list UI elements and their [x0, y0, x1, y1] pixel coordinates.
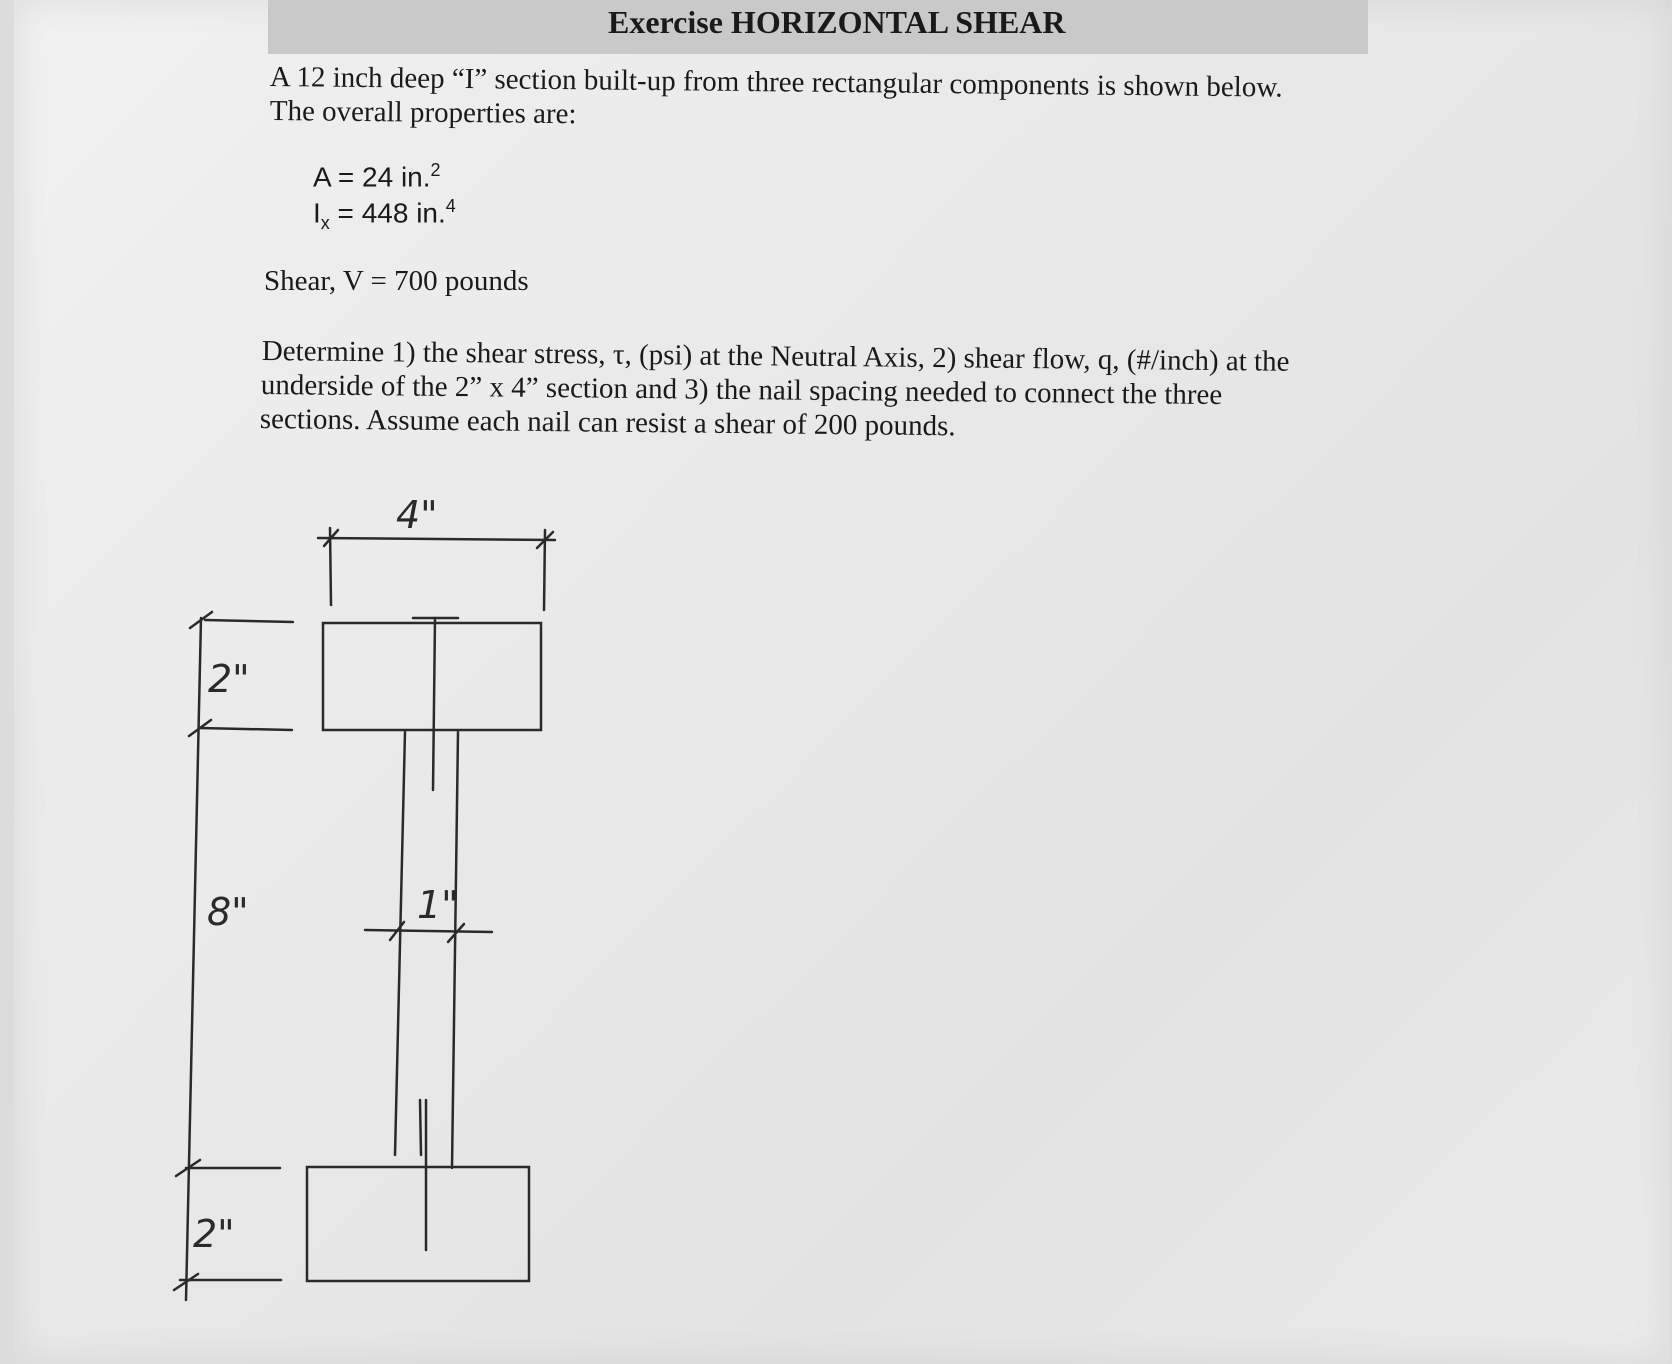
web-width-label: 1" [417, 883, 459, 927]
bottom-flange-depth-label: 2" [193, 1212, 235, 1256]
web-depth-label: 8" [207, 890, 249, 934]
web-right-edge [452, 732, 458, 1168]
intro-line-1: A 12 inch deep “I” section built-up from three rectangular components is shown below. [269, 60, 1283, 104]
depth-extension-flange [200, 728, 292, 730]
inertia-exponent: 4 [445, 196, 456, 216]
nail-bottom-head [420, 1100, 421, 1155]
intro-line-2: The overall properties are: [269, 94, 577, 131]
question-line-1: Determine 1) the shear stress, τ, (psi) at the Neutral Axis, 2) shear flow, q, (#/inch) at the [261, 334, 1290, 378]
width-label-top: 4" [396, 493, 438, 537]
nail-top [433, 618, 435, 790]
depth-dimension-line [186, 618, 201, 1300]
web-width-dimension-line [365, 930, 492, 932]
top-flange-depth-label: 2" [208, 657, 250, 701]
inertia-subscript: x [320, 212, 330, 233]
question-line-2: underside of the 2” x 4” section and 3) the nail spacing needed to connect the three [260, 368, 1223, 412]
web-left-edge [395, 732, 405, 1155]
depth-extension-top [205, 620, 293, 622]
top-flange [323, 623, 541, 730]
area-exponent: 2 [430, 160, 441, 180]
inertia-symbol: I [313, 197, 321, 229]
bottom-flange [307, 1167, 529, 1281]
top-width-dimension-line [318, 538, 555, 540]
question-line-3: sections. Assume each nail can resist a shear of 200 pounds. [259, 402, 956, 443]
area-label: A = 24 in. [313, 161, 431, 193]
shear-value: Shear, V = 700 pounds [264, 265, 529, 297]
page-title: Exercise HORIZONTAL SHEAR [608, 4, 1066, 40]
inertia-value: = 448 in. [329, 197, 446, 229]
